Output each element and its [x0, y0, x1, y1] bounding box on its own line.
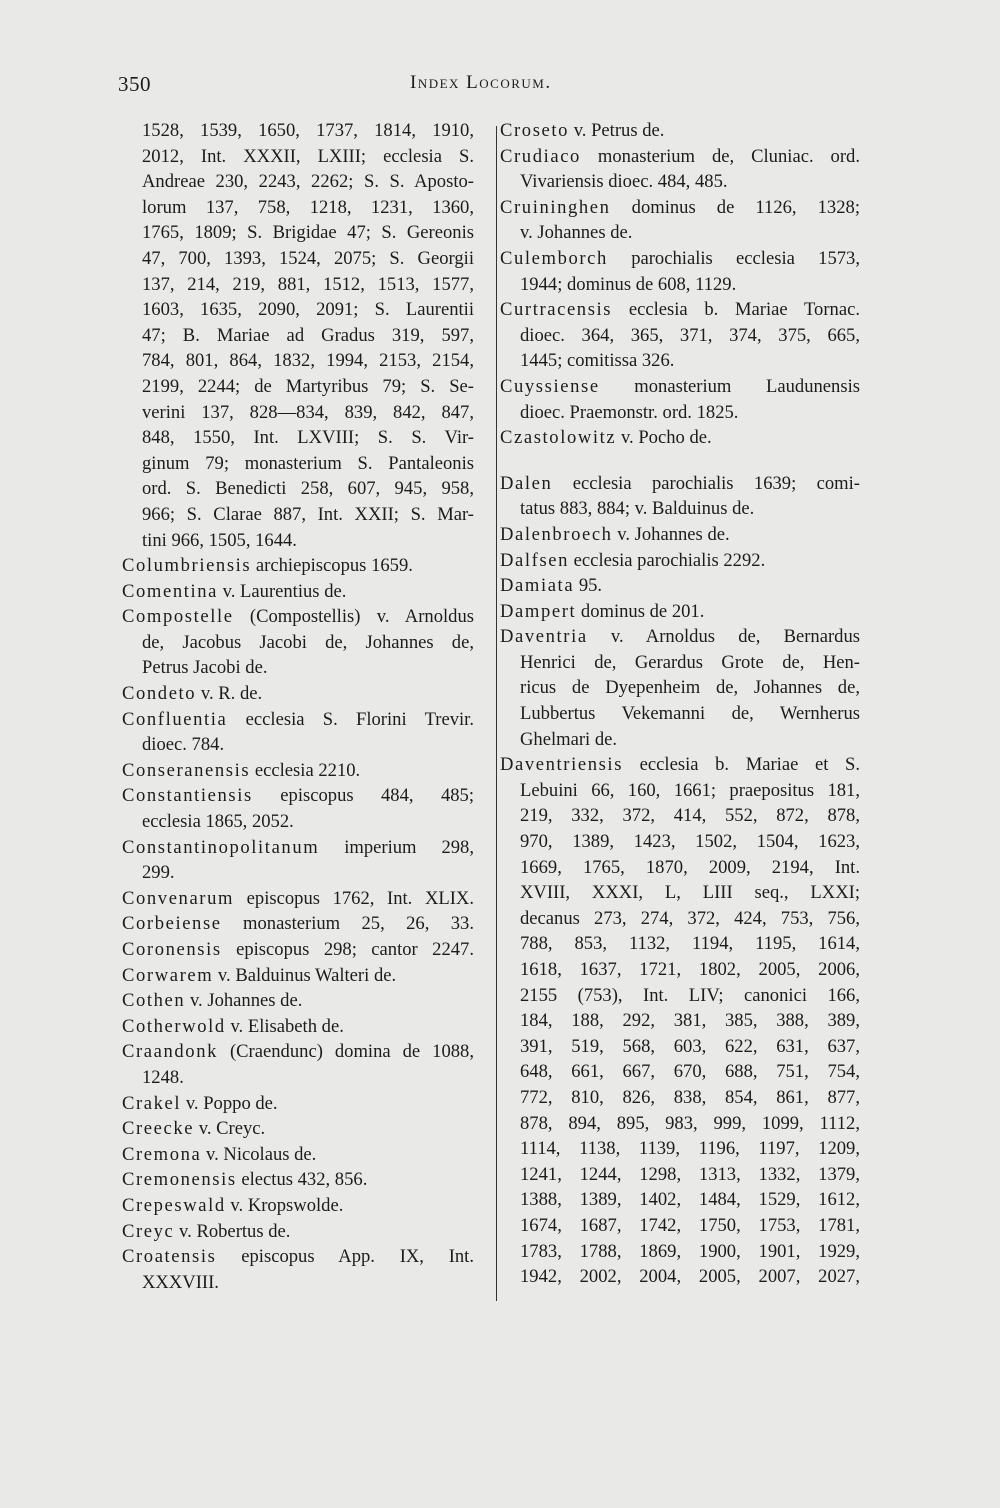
entry-text: 47; B. Mariae ad Gradus 319, 597, — [142, 324, 474, 346]
entry-text: decanus 273, 274, 372, 424, 753, 756, — [520, 907, 860, 929]
index-continuation-line — [500, 1008, 860, 1034]
entry-text: 1603, 1635, 2090, 2091; S. Laurentii — [142, 299, 474, 321]
index-continuation-line — [500, 1059, 860, 1085]
index-continuation-line — [122, 400, 474, 426]
index-entry-line — [500, 118, 860, 144]
index-entry-line — [500, 297, 860, 323]
index-continuation-line — [500, 829, 860, 855]
entry-text: monasterium de, Cluniac. ord. — [580, 145, 860, 167]
entry-headword: Craandonk — [122, 1041, 218, 1063]
entry-headword: Dampert — [500, 600, 577, 622]
index-entry-line — [122, 681, 474, 707]
index-entry-line — [122, 1219, 474, 1245]
index-entry-line — [500, 471, 860, 497]
entry-headword: Dalfsen — [500, 549, 570, 571]
index-continuation-line — [500, 650, 860, 676]
index-continuation-line — [500, 855, 860, 881]
index-entry-line — [500, 599, 860, 625]
entry-text: v. Pocho de. — [616, 427, 712, 449]
index-continuation-line — [122, 220, 474, 246]
index-continuation-line — [122, 272, 474, 298]
entry-headword: Crepeswald — [122, 1194, 226, 1216]
entry-headword: Cothen — [122, 990, 186, 1012]
index-entry-line — [122, 553, 474, 579]
index-entry-line — [122, 1116, 474, 1142]
entry-text: tatus 883, 884; v. Balduinus de. — [520, 498, 755, 520]
entry-text: 184, 188, 292, 381, 385, 388, 389, — [520, 1010, 860, 1032]
entry-text: XXXVIII. — [142, 1271, 219, 1293]
entry-text: parochialis ecclesia 1573, — [607, 247, 860, 269]
entry-text: ecclesia b. Mariae et S. — [623, 754, 860, 776]
entry-headword: Compostelle — [122, 606, 234, 628]
entry-text: episcopus 298; cantor 2247. — [221, 939, 474, 960]
entry-text: dioec. 784. — [142, 734, 225, 756]
entry-text: 1618, 1637, 1721, 1802, 2005, 2006, — [520, 959, 860, 980]
entry-text: v. Poppo de. — [181, 1092, 278, 1114]
entry-text: dioec. 364, 365, 371, 374, 375, 665, — [520, 324, 860, 346]
index-continuation-line — [500, 323, 860, 349]
entry-text: v. Nicolaus de. — [201, 1143, 317, 1165]
entry-text: ecclesia 1865, 2052. — [142, 811, 294, 833]
entry-text: Vivariensis dioec. 484, 485. — [520, 171, 728, 193]
index-continuation-line — [122, 246, 474, 272]
index-entry-line — [122, 963, 474, 989]
index-continuation-line — [500, 169, 860, 195]
index-entry-line — [500, 752, 860, 778]
entry-text: 970, 1389, 1423, 1502, 1504, 1623, — [520, 831, 860, 853]
index-continuation-line — [500, 1085, 860, 1111]
index-entry-line — [122, 1014, 474, 1040]
entry-text: 1445; comitissa 326. — [520, 350, 675, 372]
entry-text: ord. S. Benedicti 258, 607, 945, 958, — [142, 478, 474, 500]
entry-text: lorum 137, 758, 1218, 1231, 1360, — [142, 196, 474, 218]
entry-text: 1388, 1389, 1402, 1484, 1529, 1612, — [520, 1189, 860, 1211]
entry-headword: Cremonensis — [122, 1169, 237, 1191]
entry-text: 1114, 1138, 1139, 1196, 1197, 1209, — [520, 1138, 860, 1160]
entry-text: ecclesia parochialis 2292. — [569, 549, 766, 571]
index-continuation-line — [122, 348, 474, 374]
entry-text: v. Robertus de. — [174, 1220, 291, 1242]
index-continuation-line — [122, 323, 474, 349]
index-continuation-line — [500, 778, 860, 804]
entry-text: 1944; dominus de 608, 1129. — [520, 273, 737, 295]
entry-headword: Crakel — [122, 1092, 182, 1114]
entry-text: 2199, 2244; de Martyribus 79; S. Se- — [142, 375, 474, 397]
entry-text: Petrus Jacobi de. — [142, 657, 268, 679]
index-continuation-line — [122, 425, 474, 451]
index-continuation-line — [500, 1111, 860, 1137]
index-entry-line — [122, 758, 474, 784]
entry-text: 1248. — [142, 1066, 184, 1088]
index-continuation-line — [122, 118, 474, 144]
entry-text: ecclesia parochialis 1639; comi- — [552, 472, 860, 494]
index-entry-line — [122, 1142, 474, 1168]
entry-text: Ghelmari de. — [520, 728, 618, 750]
index-continuation-line — [122, 476, 474, 502]
index-continuation-line — [500, 348, 860, 374]
index-entry-line — [122, 579, 474, 605]
index-entry-line — [122, 1244, 474, 1270]
index-entry-line — [122, 707, 474, 733]
entry-text: 137, 214, 219, 881, 1512, 1513, 1577, — [142, 273, 474, 295]
entry-text: v. Arnoldus de, Bernardus — [587, 626, 860, 648]
index-entry-line — [500, 425, 860, 451]
entry-text: dioec. Praemonstr. ord. 1825. — [520, 401, 739, 423]
index-column-left — [122, 118, 482, 1295]
entry-text: 1783, 1788, 1869, 1900, 1901, 1929, — [520, 1240, 860, 1262]
entry-text: 784, 801, 864, 1832, 1994, 2153, 2154, — [142, 350, 474, 372]
index-continuation-line — [122, 1270, 474, 1296]
entry-text: tini 966, 1505, 1644. — [142, 529, 297, 551]
index-entry-line — [500, 246, 860, 272]
entry-text: 1942, 2002, 2004, 2005, 2007, 2027, — [520, 1266, 860, 1288]
index-continuation-line — [500, 675, 860, 701]
entry-text: Henrici de, Gerardus Grote de, Hen- — [520, 651, 860, 673]
index-continuation-line — [500, 1187, 860, 1213]
entry-text: v. Elisabeth de. — [225, 1015, 344, 1037]
entry-text: electus 432, 856. — [236, 1169, 368, 1191]
index-continuation-line — [500, 906, 860, 932]
index-continuation-line — [122, 809, 474, 835]
entry-headword: Dalen — [500, 472, 553, 494]
entry-headword: Constantiensis — [122, 785, 253, 807]
index-continuation-line — [122, 528, 474, 554]
index-continuation-line — [500, 1239, 860, 1265]
index-continuation-line — [500, 1213, 860, 1239]
entry-headword: Culemborch — [500, 247, 608, 269]
entry-headword: Comentina — [122, 580, 218, 602]
index-continuation-line — [122, 451, 474, 477]
index-continuation-line — [500, 220, 860, 246]
entry-text: 299. — [142, 862, 175, 884]
entry-text: 788, 853, 1132, 1194, 1195, 1614, — [520, 933, 860, 955]
index-continuation-line — [500, 272, 860, 298]
entry-text: ricus de Dyepenheim de, Johannes de, — [520, 677, 860, 699]
entry-text: v. Kropswolde. — [225, 1194, 344, 1216]
entry-text: 772, 810, 826, 838, 854, 861, 877, — [520, 1086, 860, 1108]
entry-headword: Damiata — [500, 575, 575, 597]
index-continuation-line — [122, 732, 474, 758]
index-entry-line — [122, 1193, 474, 1219]
entry-headword: Cruininghen — [500, 196, 611, 218]
index-continuation-line — [122, 655, 474, 681]
index-continuation-line — [500, 1034, 860, 1060]
entry-text: Lubbertus Vekemanni de, Wernherus — [520, 703, 860, 725]
entry-headword: Dalenbroech — [500, 523, 613, 545]
entry-text: 95. — [574, 575, 603, 597]
entry-headword: Cuyssiense — [500, 375, 600, 397]
index-continuation-line — [122, 374, 474, 400]
index-continuation-line — [500, 727, 860, 753]
index-continuation-line — [500, 400, 860, 426]
entry-text: monasterium Laudunensis — [599, 375, 860, 397]
index-column-right — [500, 118, 886, 1290]
entry-text: (Compostellis) v. Arnoldus — [233, 606, 474, 628]
index-continuation-line — [500, 880, 860, 906]
entry-text: 878, 894, 895, 983, 999, 1099, 1112, — [520, 1112, 860, 1134]
index-entry-line — [500, 548, 860, 574]
index-continuation-line — [122, 297, 474, 323]
entry-text: v. Petrus de. — [569, 120, 665, 141]
entry-headword: Creyc — [122, 1220, 175, 1242]
column-divider — [496, 126, 497, 1301]
entry-text: imperium 298, — [319, 836, 474, 858]
index-continuation-line — [500, 1264, 860, 1290]
page-number: 350 — [118, 72, 151, 96]
entry-text: 2155 (753), Int. LIV; canonici 166, — [520, 984, 860, 1006]
entry-text: 1669, 1765, 1870, 2009, 2194, Int. — [520, 856, 860, 878]
index-continuation-line — [500, 1136, 860, 1162]
index-continuation-line — [122, 195, 474, 221]
entry-text: 848, 1550, Int. LXVIII; S. S. Vir- — [142, 427, 474, 449]
index-continuation-line — [500, 701, 860, 727]
index-entry-line — [500, 144, 860, 170]
entry-text: ginum 79; monasterium S. Pantaleonis — [142, 452, 474, 474]
entry-headword: Conseranensis — [122, 759, 251, 781]
entry-text: 2012, Int. XXXII, LXIII; ecclesia S. — [142, 145, 474, 167]
letter-section-gap — [500, 451, 886, 471]
index-entry-line — [122, 604, 474, 630]
entry-headword: Curtracensis — [500, 299, 613, 321]
entry-headword: Daventria — [500, 626, 588, 648]
index-entry-line — [122, 783, 474, 809]
entry-text: ecclesia S. Florini Trevir. — [227, 708, 474, 730]
entry-text: 391, 519, 568, 603, 622, 631, 637, — [520, 1035, 860, 1057]
entry-headword: Cotherwold — [122, 1015, 226, 1037]
index-continuation-line — [122, 502, 474, 528]
entry-text: v. R. de. — [196, 683, 263, 705]
entry-text: 966; S. Clarae 887, Int. XXII; S. Mar- — [142, 503, 474, 525]
index-continuation-line — [122, 1065, 474, 1091]
index-continuation-line — [500, 957, 860, 983]
entry-text: ecclesia b. Mariae Tornac. — [612, 299, 860, 321]
index-entry-line — [122, 937, 474, 963]
entry-text: 1241, 1244, 1298, 1313, 1332, 1379, — [520, 1163, 860, 1185]
entry-text: v. Balduinus Walteri de. — [213, 964, 397, 986]
entry-headword: Condeto — [122, 683, 197, 705]
index-continuation-line — [122, 630, 474, 656]
index-continuation-line — [122, 860, 474, 886]
entry-text: v. Johannes de. — [520, 222, 633, 244]
entry-text: v. Laurentius de. — [218, 580, 347, 602]
entry-text: monasterium 25, 26, 33. — [221, 913, 474, 935]
index-entry-line — [122, 835, 474, 861]
index-entry-line — [122, 886, 474, 912]
entry-headword: Crudiaco — [500, 145, 581, 167]
index-continuation-line — [122, 144, 474, 170]
entry-text: 648, 661, 667, 670, 688, 751, 754, — [520, 1061, 860, 1083]
entry-text: Andreae 230, 2243, 2262; S. S. Aposto- — [142, 171, 474, 193]
entry-headword: Corwarem — [122, 964, 214, 986]
entry-headword: Corbeiense — [122, 913, 222, 935]
entry-text: 1765, 1809; S. Brigidae 47; S. Gereonis — [142, 222, 474, 244]
entry-text: 47, 700, 1393, 1524, 2075; S. Georgii — [142, 247, 474, 269]
entry-text: (Craendunc) domina de 1088, — [217, 1041, 474, 1063]
entry-text: v. Johannes de. — [185, 990, 303, 1012]
index-entry-line — [122, 1091, 474, 1117]
entry-headword: Czastolowitz — [500, 427, 617, 449]
index-entry-line — [500, 624, 860, 650]
entry-text: Lebuini 66, 160, 1661; praepositus 181, — [520, 779, 860, 801]
index-entry-line — [500, 195, 860, 221]
entry-text: v. Creyc. — [194, 1118, 266, 1140]
entry-text: 1528, 1539, 1650, 1737, 1814, 1910, — [142, 120, 474, 141]
entry-text: de, Jacobus Jacobi de, Johannes de, — [142, 631, 474, 653]
entry-headword: Croseto — [500, 120, 570, 141]
entry-text: episcopus 484, 485; — [252, 785, 474, 807]
index-continuation-line — [500, 983, 860, 1009]
entry-text: v. Johannes de. — [612, 523, 730, 545]
entry-headword: Constantinopolitanum — [122, 836, 320, 858]
entry-text: dominus de 1126, 1328; — [610, 196, 860, 218]
index-entry-line — [500, 522, 860, 548]
index-continuation-line — [122, 169, 474, 195]
running-title: Index Locorum. — [410, 72, 552, 93]
index-continuation-line — [500, 496, 860, 522]
entry-text: 219, 332, 372, 414, 552, 872, 878, — [520, 805, 860, 827]
entry-headword: Croatensis — [122, 1246, 217, 1268]
entry-text: 1674, 1687, 1742, 1750, 1753, 1781, — [520, 1214, 860, 1236]
entry-text: episcopus App. IX, Int. — [216, 1246, 474, 1268]
entry-text: XVIII, XXXI, L, LIII seq., LXXI; — [520, 882, 860, 904]
index-continuation-line — [500, 931, 860, 957]
index-continuation-line — [500, 803, 860, 829]
entry-text: dominus de 201. — [576, 600, 705, 622]
index-entry-line — [122, 911, 474, 937]
entry-text: episcopus 1762, Int. XLIX. — [234, 887, 474, 909]
index-entry-line — [122, 988, 474, 1014]
entry-headword: Columbriensis — [122, 555, 252, 577]
entry-text: archiepiscopus 1659. — [251, 555, 413, 577]
page-header — [118, 72, 1000, 102]
index-entry-line — [122, 1167, 474, 1193]
entry-headword: Daventriensis — [500, 754, 624, 776]
entry-headword: Convenarum — [122, 887, 235, 909]
entry-headword: Confluentia — [122, 708, 228, 730]
index-entry-line — [500, 374, 860, 400]
entry-headword: Creecke — [122, 1118, 195, 1140]
index-entry-line — [122, 1039, 474, 1065]
entry-headword: Cremona — [122, 1143, 202, 1165]
index-entry-line — [500, 573, 860, 599]
entry-headword: Coronensis — [122, 939, 222, 960]
entry-text: verini 137, 828—834, 839, 842, 847, — [142, 401, 474, 423]
entry-text: ecclesia 2210. — [250, 759, 361, 781]
index-continuation-line — [500, 1162, 860, 1188]
